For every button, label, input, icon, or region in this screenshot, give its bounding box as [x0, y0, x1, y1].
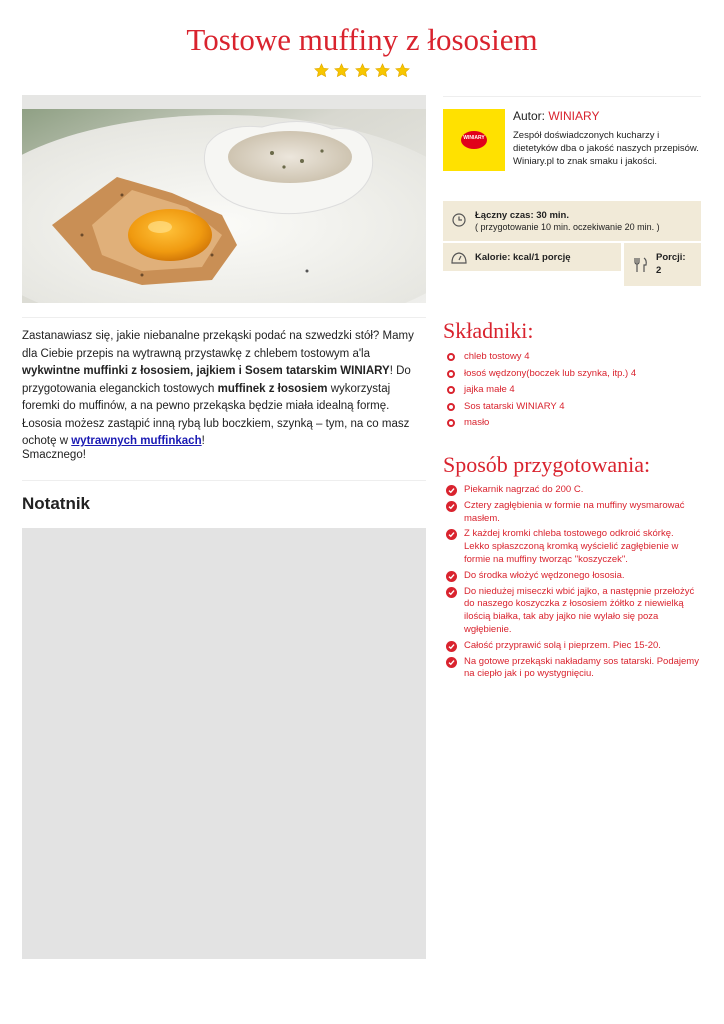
- ingredient-label: Sos tatarski WINIARY 4: [464, 400, 565, 412]
- bullet-icon: [447, 403, 455, 411]
- rating-stars: [0, 63, 724, 83]
- step-text: Do niedużej miseczki wbić jajko, a następnie przełożyć do naszego koszyczka z łososiem żółtko z niewielką ilością białka, tak aby jajko nie wylało się poza wgłębienie.: [464, 585, 695, 635]
- check-icon: [446, 529, 457, 540]
- portions-box: [624, 243, 701, 286]
- intro-part: !: [201, 435, 205, 447]
- calories-text: Kalorie: kcal/1 porcję: [475, 252, 571, 263]
- intro-text: [22, 328, 422, 451]
- steps-list: [446, 484, 701, 684]
- check-icon: [446, 571, 457, 582]
- check-icon: [446, 657, 457, 668]
- check-icon: [446, 501, 457, 512]
- ingredient-item: [447, 351, 636, 368]
- ingredient-label: łosoś wędzony(boczek lub szynka, itp.) 4: [464, 367, 637, 379]
- steps-title: Sposób przygotowania:: [443, 452, 651, 477]
- author-description: Zespół doświadczonych kucharzy i dietetyków dba o jakość naszych przepisów. Winiary.pl to znak smaku i jakości.: [513, 130, 699, 167]
- ingredient-item: [447, 401, 636, 418]
- intro-part: Zastanawiasz się, jakie niebanalne przekąski podać na szwedzki stół? Mamy dla Ciebie przepis na wytrawną przystawkę z chlebem tostowym a'la: [22, 330, 414, 360]
- ingredient-item: [447, 368, 636, 385]
- step-item: [446, 570, 701, 583]
- star-icon: [375, 63, 390, 78]
- check-icon: [446, 641, 457, 652]
- check-icon: [446, 587, 457, 598]
- step-item: [446, 656, 701, 682]
- bullet-icon: [447, 353, 455, 361]
- step-text: Do środka włożyć wędzonego łososia.: [464, 569, 625, 581]
- step-text: Piekarnik nagrzać do 200 C.: [464, 484, 584, 495]
- ingredient-label: chleb tostowy 4: [464, 351, 530, 362]
- check-icon: [446, 485, 457, 496]
- scale-icon: [451, 250, 467, 264]
- step-item: [446, 528, 701, 566]
- savory-muffins-link[interactable]: wytrawnych muffinkach: [71, 435, 202, 447]
- intro-bold: wykwintne muffinki z łososiem, jajkiem i Sosem tatarskim WINIARY: [22, 365, 390, 377]
- time-detail: ( przygotowanie 10 min. oczekiwanie 20 min. ): [475, 222, 660, 232]
- bullet-icon: [447, 386, 455, 394]
- cutlery-icon: [634, 257, 648, 273]
- step-text: Na gotowe przekąski nakładamy sos tatarski. Podajemy na ciepło jak i po wystygnięciu.: [464, 655, 699, 680]
- total-time: Łączny czas: 30 min.: [475, 210, 569, 221]
- star-icon: [395, 63, 410, 78]
- ingredients-title: Składniki:: [443, 318, 534, 343]
- author-box: [443, 96, 701, 188]
- time-info-box: [443, 201, 701, 241]
- step-text: Z każdej kromki chleba tostowego odkroić skórkę. Lekko spłaszczoną kromką wyścielić zagłębienie w formie na muffiny tworząc "koszyczek".: [464, 528, 679, 565]
- ingredient-label: jajka małe 4: [464, 384, 515, 395]
- step-item: [446, 500, 701, 526]
- portions-value: 2: [656, 265, 662, 276]
- author-label: Autor:: [513, 109, 546, 123]
- star-icon: [334, 63, 349, 78]
- star-icon: [314, 63, 329, 78]
- step-text: Cztery zagłębienia w formie na muffiny wysmarować masłem.: [464, 499, 685, 524]
- ingredients-list: [447, 351, 636, 434]
- portions-label: Porcji:: [656, 252, 686, 263]
- author-name[interactable]: WINIARY: [548, 109, 600, 123]
- notes-area[interactable]: [22, 528, 426, 959]
- author-line: [513, 109, 599, 123]
- step-text: Całość przyprawić solą i pieprzem. Piec 15-20.: [464, 639, 661, 651]
- closing-text: Smacznego!: [22, 449, 86, 461]
- intro-part: ! Do przygotowania eleganckich tostowych: [22, 365, 411, 395]
- recipe-title: Tostowe muffiny z łososiem: [186, 22, 538, 57]
- logo-text: WINIARY: [463, 135, 485, 141]
- ingredient-item: [447, 384, 636, 401]
- ingredient-label: masło: [464, 417, 490, 428]
- bullet-icon: [447, 419, 455, 427]
- bullet-icon: [447, 370, 455, 378]
- notes-title: Notatnik: [22, 494, 90, 513]
- step-item: [446, 640, 701, 653]
- step-item: [446, 586, 701, 637]
- intro-part: wykorzystaj foremki do muffinów, a na pewno przekąska będzie miała idealną formę. Łososia możesz zastąpić inną rybą lub boczkiem, szynką – tym, na co masz ochotę w: [22, 382, 410, 447]
- intro-bold: muffinek z łososiem: [217, 382, 328, 395]
- divider: [22, 317, 426, 318]
- winiary-logo: [443, 109, 505, 171]
- step-item: [446, 484, 701, 497]
- star-icon: [355, 63, 370, 78]
- ingredient-item: [447, 417, 636, 434]
- clock-icon: [452, 213, 466, 227]
- divider: [22, 480, 426, 481]
- recipe-photo: [22, 95, 426, 303]
- calories-box: [443, 243, 621, 271]
